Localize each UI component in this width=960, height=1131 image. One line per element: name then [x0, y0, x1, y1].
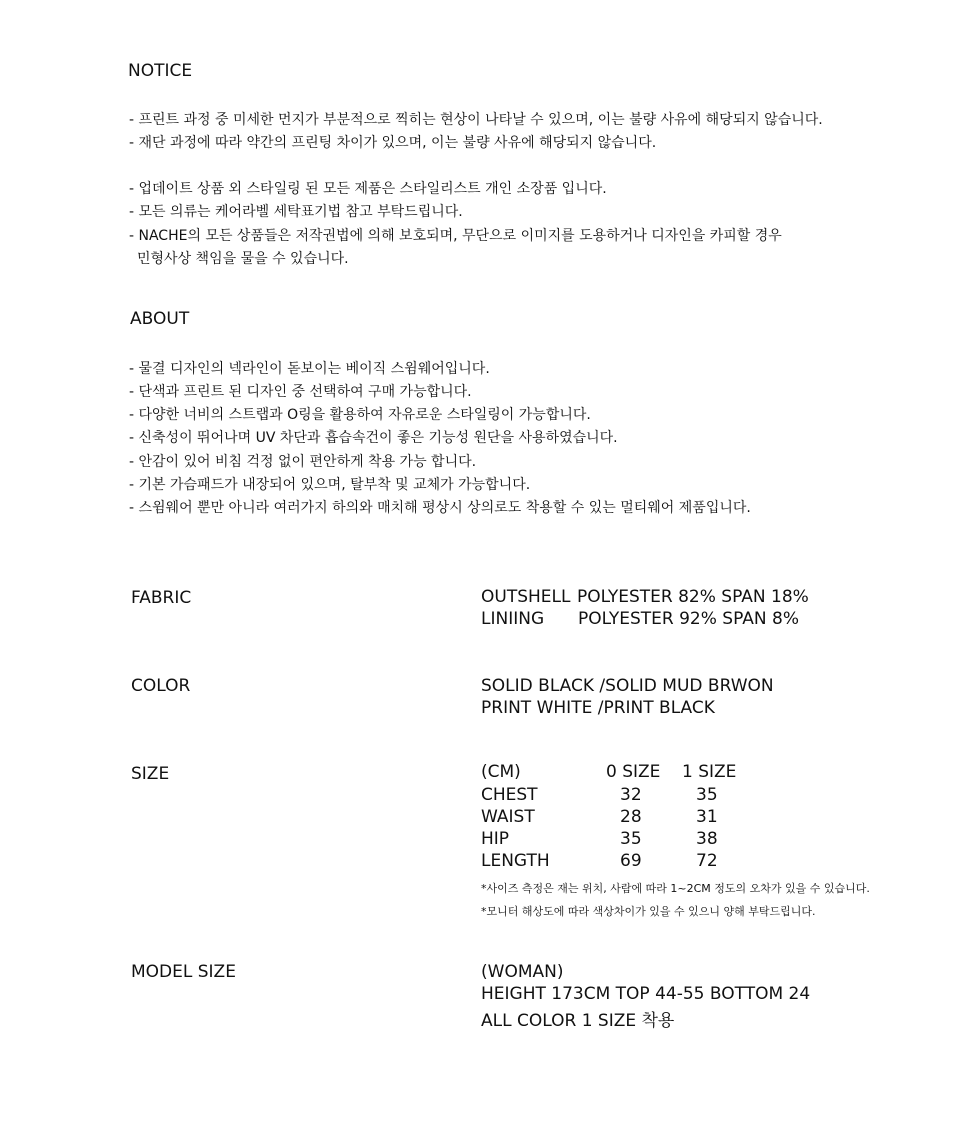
size-cell: 31 — [696, 807, 718, 827]
about-line: - 스윔웨어 뿐만 아니라 여러가지 하의와 매치해 평상시 상의로도 착용할 수 있는 멀티웨어 제품입니다. — [129, 500, 751, 516]
about-line: - 물결 디자인의 넥라인이 돋보이는 베이직 스윔웨어입니다. — [129, 361, 490, 377]
size-row-name: HIP — [481, 829, 510, 849]
about-title: ABOUT — [130, 309, 190, 329]
notice-line: - 프린트 과정 중 미세한 먼지가 부분적으로 찍히는 현상이 나타날 수 있으며, 이는 불량 사유에 해당되지 않습니다. — [129, 112, 823, 128]
about-line: - 기본 가슴패드가 내장되어 있으며, 탈부착 및 교체가 가능합니다. — [129, 477, 531, 493]
fabric-part: OUTSHELL — [481, 587, 571, 607]
size-note: *사이즈 측정은 재는 위치, 사람에 따라 1~2CM 정도의 오차가 있을 수 있습니다. — [481, 882, 870, 895]
model-line: ALL COLOR 1 SIZE 착용 — [481, 1011, 675, 1031]
model-line: HEIGHT 173CM TOP 44-55 BOTTOM 24 — [481, 984, 811, 1004]
about-line: - 다양한 너비의 스트랩과 O링을 활용하여 자유로운 스타일링이 가능합니다. — [129, 407, 591, 423]
size-note: *모니터 해상도에 따라 색상차이가 있을 수 있으니 양해 부탁드립니다. — [481, 905, 816, 918]
size-unit: (CM) — [481, 762, 521, 782]
model-size-label: MODEL SIZE — [131, 962, 236, 982]
about-line: - 단색과 프린트 된 디자인 중 선택하여 구매 가능합니다. — [129, 384, 472, 400]
size-cell: 35 — [620, 829, 642, 849]
size-cell: 38 — [696, 829, 718, 849]
size-column-header: 1 SIZE — [682, 762, 737, 782]
notice-line: - 업데이트 상품 외 스타일링 된 모든 제품은 스타일리스트 개인 소장품 입니다. — [129, 181, 607, 197]
size-cell: 35 — [696, 785, 718, 805]
fabric-content: POLYESTER 82% SPAN 18% — [577, 587, 809, 607]
color-line: PRINT WHITE /PRINT BLACK — [481, 698, 715, 718]
size-cell: 72 — [696, 851, 718, 871]
fabric-content: POLYESTER 92% SPAN 8% — [578, 609, 799, 629]
color-label: COLOR — [131, 676, 191, 696]
fabric-label: FABRIC — [131, 588, 192, 608]
notice-line: 민형사상 책임을 물을 수 있습니다. — [137, 251, 349, 267]
about-line: - 신축성이 뛰어나며 UV 차단과 흡습속건이 좋은 기능성 원단을 사용하였습니다. — [129, 430, 618, 446]
notice-line: - 재단 과정에 따라 약간의 프린팅 차이가 있으며, 이는 불량 사유에 해당되지 않습니다. — [129, 135, 657, 151]
model-line: (WOMAN) — [481, 962, 564, 982]
size-column-header: 0 SIZE — [606, 762, 661, 782]
size-cell: 28 — [620, 807, 642, 827]
size-row-name: WAIST — [481, 807, 535, 827]
notice-line: - NACHE의 모든 상품들은 저작권법에 의해 보호되며, 무단으로 이미지를 도용하거나 디자인을 카피할 경우 — [129, 228, 782, 244]
color-line: SOLID BLACK /SOLID MUD BRWON — [481, 676, 774, 696]
size-label: SIZE — [131, 764, 170, 784]
size-row-name: CHEST — [481, 785, 538, 805]
size-cell: 69 — [620, 851, 642, 871]
notice-line: - 모든 의류는 케어라벨 세탁표기법 참고 부탁드립니다. — [129, 204, 463, 220]
about-line: - 안감이 있어 비침 걱정 없이 편안하게 착용 가능 합니다. — [129, 454, 477, 470]
fabric-part: LINIING — [481, 609, 545, 629]
size-row-name: LENGTH — [481, 851, 550, 871]
notice-title: NOTICE — [128, 61, 193, 81]
size-cell: 32 — [620, 785, 642, 805]
